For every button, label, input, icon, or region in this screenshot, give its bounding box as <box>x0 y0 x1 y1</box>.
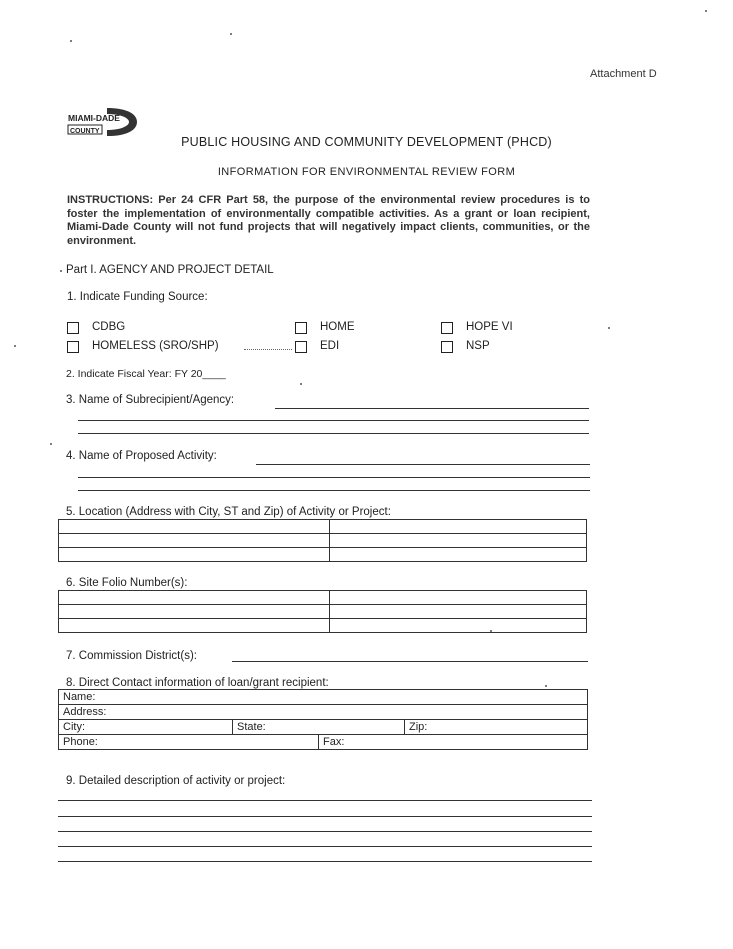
description-line[interactable] <box>58 861 592 862</box>
agency-name-line-3[interactable] <box>78 433 589 434</box>
part1-heading: Part I. AGENCY AND PROJECT DETAIL <box>66 264 274 276</box>
scan-speck <box>545 685 547 687</box>
scan-speck <box>230 33 232 35</box>
agency-name-line[interactable] <box>275 408 589 409</box>
homeless-dotted-leader <box>244 349 292 350</box>
location-cell[interactable] <box>59 548 330 562</box>
location-cell[interactable] <box>59 520 330 534</box>
attachment-label: Attachment D <box>590 68 657 80</box>
scan-speck <box>70 40 72 42</box>
hope-vi-checkbox[interactable] <box>441 322 453 334</box>
agency-name-line-2[interactable] <box>78 420 589 421</box>
folio-table <box>58 590 587 633</box>
folio-cell[interactable] <box>59 605 330 619</box>
activity-name-line[interactable] <box>256 464 590 465</box>
folio-cell[interactable] <box>330 591 587 605</box>
form-subtitle: INFORMATION FOR ENVIRONMENTAL REVIEW FORM <box>217 166 516 178</box>
contact-fax-label: Fax: <box>323 736 345 748</box>
miami-dade-logo <box>67 106 139 138</box>
contact-city-row[interactable] <box>59 720 587 735</box>
form-title: PUBLIC HOUSING AND COMMUNITY DEVELOPMENT (PHCD) <box>181 135 552 149</box>
contact-address-row[interactable] <box>59 705 587 720</box>
commission-district-line[interactable] <box>232 661 588 662</box>
nsp-label: NSP <box>466 340 490 352</box>
contact-address-label: Address: <box>63 706 107 718</box>
description-line[interactable] <box>58 800 592 801</box>
contact-phone-row[interactable] <box>59 735 587 749</box>
folio-cell[interactable] <box>59 619 330 633</box>
contact-name-label: Name: <box>63 691 96 703</box>
q1-label: 1. Indicate Funding Source: <box>67 291 208 303</box>
scan-speck <box>14 345 16 347</box>
contact-phone-label: Phone: <box>63 736 98 748</box>
description-line[interactable] <box>58 846 592 847</box>
activity-name-line-3[interactable] <box>78 490 590 491</box>
q3-label: 3. Name of Subrecipient/Agency: <box>66 394 235 406</box>
q8-label: 8. Direct Contact information of loan/grant recipient: <box>66 677 329 689</box>
description-line[interactable] <box>58 816 592 817</box>
edi-label: EDI <box>320 340 340 352</box>
location-cell[interactable] <box>59 534 330 548</box>
q2-label: 2. Indicate Fiscal Year: FY 20____ <box>66 368 226 380</box>
q9-label: 9. Detailed description of activity or project: <box>66 775 286 787</box>
contact-state-label: State: <box>237 721 266 733</box>
location-cell[interactable] <box>330 520 587 534</box>
instructions-text: INSTRUCTIONS: Per 24 CFR Part 58, the purpose of the environmental review procedures is to foster the implementation of environmentally compatible activities. As a grant or loan recipient, Miami-Dade County will not fund projects that will negatively impact clients, communities, or the environment. <box>67 194 590 247</box>
contact-name-row[interactable] <box>59 690 587 705</box>
cdbg-label: CDBG <box>92 321 126 333</box>
scan-speck <box>50 443 52 445</box>
folio-cell[interactable] <box>330 619 587 633</box>
hope-vi-label: HOPE VI <box>466 321 513 333</box>
scan-speck <box>490 630 492 632</box>
q4-label: 4. Name of Proposed Activity: <box>66 450 217 462</box>
description-line[interactable] <box>58 831 592 832</box>
scan-speck <box>705 10 707 12</box>
logo-text-bottom: COUNTY <box>70 128 100 135</box>
activity-name-line-2[interactable] <box>78 477 590 478</box>
scan-speck <box>300 383 302 385</box>
q6-label: 6. Site Folio Number(s): <box>66 577 188 589</box>
q7-label: 7. Commission District(s): <box>66 650 197 662</box>
scan-speck <box>608 327 610 329</box>
home-label: HOME <box>320 321 355 333</box>
edi-checkbox[interactable] <box>295 341 307 353</box>
cdbg-checkbox[interactable] <box>67 322 79 334</box>
homeless-checkbox[interactable] <box>67 341 79 353</box>
homeless-label: HOMELESS (SRO/SHP) <box>92 340 219 352</box>
home-checkbox[interactable] <box>295 322 307 334</box>
contact-city-label: City: <box>63 721 85 733</box>
q5-label: 5. Location (Address with City, ST and Zip) of Activity or Project: <box>66 506 391 518</box>
nsp-checkbox[interactable] <box>441 341 453 353</box>
contact-zip-label: Zip: <box>409 721 428 733</box>
logo-text-top: MIAMI-DADE <box>68 113 120 123</box>
location-cell[interactable] <box>330 534 587 548</box>
folio-cell[interactable] <box>59 591 330 605</box>
folio-cell[interactable] <box>330 605 587 619</box>
scan-speck <box>60 270 62 272</box>
contact-table <box>58 689 588 750</box>
location-cell[interactable] <box>330 548 587 562</box>
location-table <box>58 519 587 562</box>
